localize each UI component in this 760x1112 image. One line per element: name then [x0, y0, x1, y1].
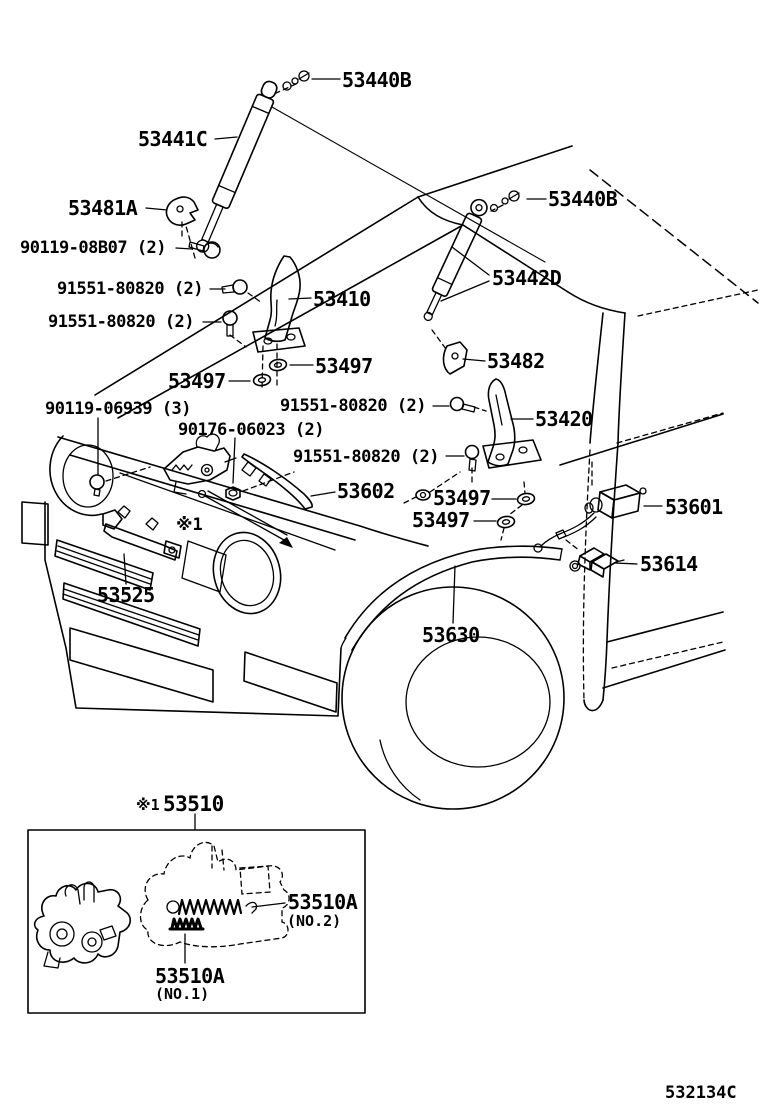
callout-53481a: 53481A: [68, 196, 138, 220]
hood-support-strut-53441c: [192, 79, 280, 255]
callout-53410: 53410: [313, 287, 371, 311]
callout-53630: 53630: [422, 623, 480, 647]
hood-hinge-53420: [483, 379, 541, 468]
hood-release-cable: [534, 513, 596, 552]
bumper-reinforcement-53525: [103, 506, 181, 560]
callout-91551-80820-b: 91551-80820 (2): [48, 312, 195, 332]
bolt-91551-80820-d: [466, 446, 479, 472]
callout-90119-06939: 90119-06939 (3): [45, 399, 192, 419]
bolt-91551-80820-c: [451, 398, 476, 413]
callout-53497-a: 53497: [315, 354, 373, 378]
inset-part-number: 53510: [163, 792, 224, 816]
inset-marker: ※1: [136, 796, 160, 814]
inset-subpart-no2: 53510A: [288, 890, 358, 914]
callout-53440b-top: 53440B: [342, 68, 412, 92]
callout-53442d: 53442D: [492, 266, 562, 290]
washer-53497-d: [497, 515, 515, 528]
inset-subpart-no1: 53510A: [155, 964, 225, 988]
callout-53482: 53482: [487, 349, 545, 373]
callout-90119-08b07: 90119-08B07 (2): [20, 238, 167, 258]
bolt-90119-06939: [90, 475, 104, 496]
callout-90176-06023: 90176-06023 (2): [178, 420, 325, 440]
callout-53525: 53525: [97, 583, 155, 607]
inset-subpart-no1-variant: (NO.1): [155, 985, 210, 1003]
callout-53420: 53420: [535, 407, 593, 431]
figure-code: 532134C: [665, 1083, 737, 1103]
callout-53614: 53614: [640, 552, 698, 576]
lock-spring-no2: [167, 900, 256, 914]
strut-clamp-53481a: [166, 197, 198, 225]
callout-53497-d: 53497: [412, 508, 470, 532]
callout-53440b-right: 53440B: [548, 187, 618, 211]
ball-stud-53440b-left: [283, 71, 309, 90]
callout-91551-80820-d: 91551-80820 (2): [293, 447, 440, 467]
lock-spring-no1: [170, 919, 203, 929]
callout-53497-c: 53497: [433, 486, 491, 510]
hood-lock-assembly: [164, 434, 236, 494]
hood-prop-rod: [199, 491, 294, 549]
callout-91551-80820-c: 91551-80820 (2): [280, 396, 427, 416]
callout-91551-80820-a: 91551-80820 (2): [57, 279, 204, 299]
grommet: [416, 490, 430, 500]
inset-subpart-no2-variant: (NO.2): [287, 912, 342, 930]
footnote-marker: ※1: [176, 515, 203, 535]
bolt-91551-80820-a: [222, 280, 247, 294]
hinge-bracket-53482: [443, 342, 467, 374]
washer-53497-c: [517, 492, 535, 505]
washer-53497-a: [269, 358, 287, 371]
callout-53441c: 53441C: [138, 127, 208, 151]
callout-53497-b: 53497: [168, 369, 226, 393]
hood-support-strut-53442d: [419, 197, 489, 323]
inset-labels: [136, 792, 358, 1003]
callout-53601: 53601: [665, 495, 723, 519]
callout-53602: 53602: [337, 479, 395, 503]
